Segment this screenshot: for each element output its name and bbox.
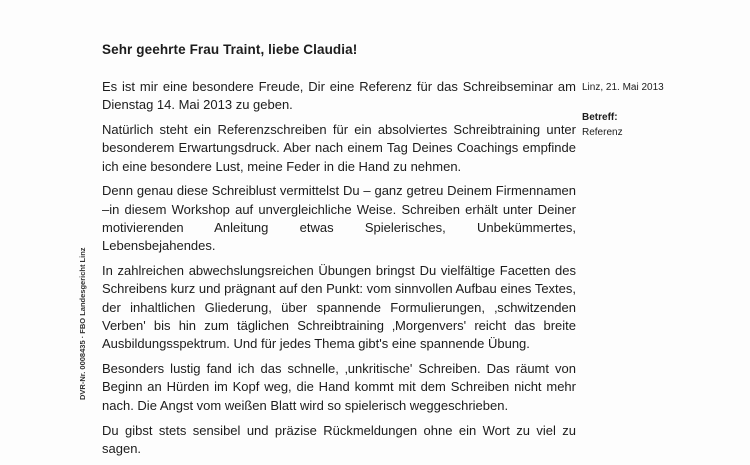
letter-sidebar	[582, 81, 664, 140]
margin-legal-text: DVR-Nr. 0008435 · FBO Landesgericht Linz	[78, 247, 87, 400]
paragraph-4: In zahlreichen abwechslungsreichen Übungen bringst Du vielfältige Facetten des Schreibens kurz und prägnant auf den Punkt: vom sinnvollen Aufbau eines Textes, der inhaltlichen Gliederung, über spannende Formulierungen, ‚schwitzenden Verben' bis hin zum täglichen Schreibtraining ‚Morgenvers' reicht das breite Ausbildungsspektrum. Und für jedes Thema gibt's eine spannende Übung.	[102, 263, 576, 352]
letter-body	[102, 78, 576, 465]
subject-label: Betreff:	[582, 112, 618, 123]
letter-date: Linz, 21. Mai 2013	[582, 82, 664, 93]
paragraph-5: Besonders lustig fand ich das schnelle, ‚unkritische' Schreiben. Das räumt von Beginn an Hürden im Kopf weg, die Hand kommt mit dem Schreiben nicht mehr nach. Die Angst vom weißen Blatt wird so spielerisch weggeschrieben.	[102, 361, 576, 413]
paragraph-1: Es ist mir eine besondere Freude, Dir eine Referenz für das Schreibseminar am Dienstag 14. Mai 2013 zu geben.	[102, 79, 576, 113]
paragraph-6: Du gibst stets sensibel und präzise Rückmeldungen ohne ein Wort zu viel zu sagen.	[102, 422, 576, 456]
subject-value: Referenz	[582, 127, 623, 138]
paragraph-2: Natürlich steht ein Referenzschreiben für ein absolviertes Schreibtraining unter besonderem Erwartungsdruck. Aber nach einem Tag Deines Coachings empfinde ich eine besondere Lust, meine Feder in die Hand zu nehmen.	[102, 122, 576, 174]
letter-greeting: Sehr geehrte Frau Traint, liebe Claudia!	[102, 42, 358, 57]
paragraph-3: Denn genau diese Schreiblust vermittelst Du – ganz getreu Deinem Firmennamen –in diesem Workshop auf unvergleichliche Weise. Schreiben erhält unter Deiner motivierenden Anleitung etwas Spielerisches, Unbekümmertes, Lebensbejahendes.	[102, 183, 576, 254]
